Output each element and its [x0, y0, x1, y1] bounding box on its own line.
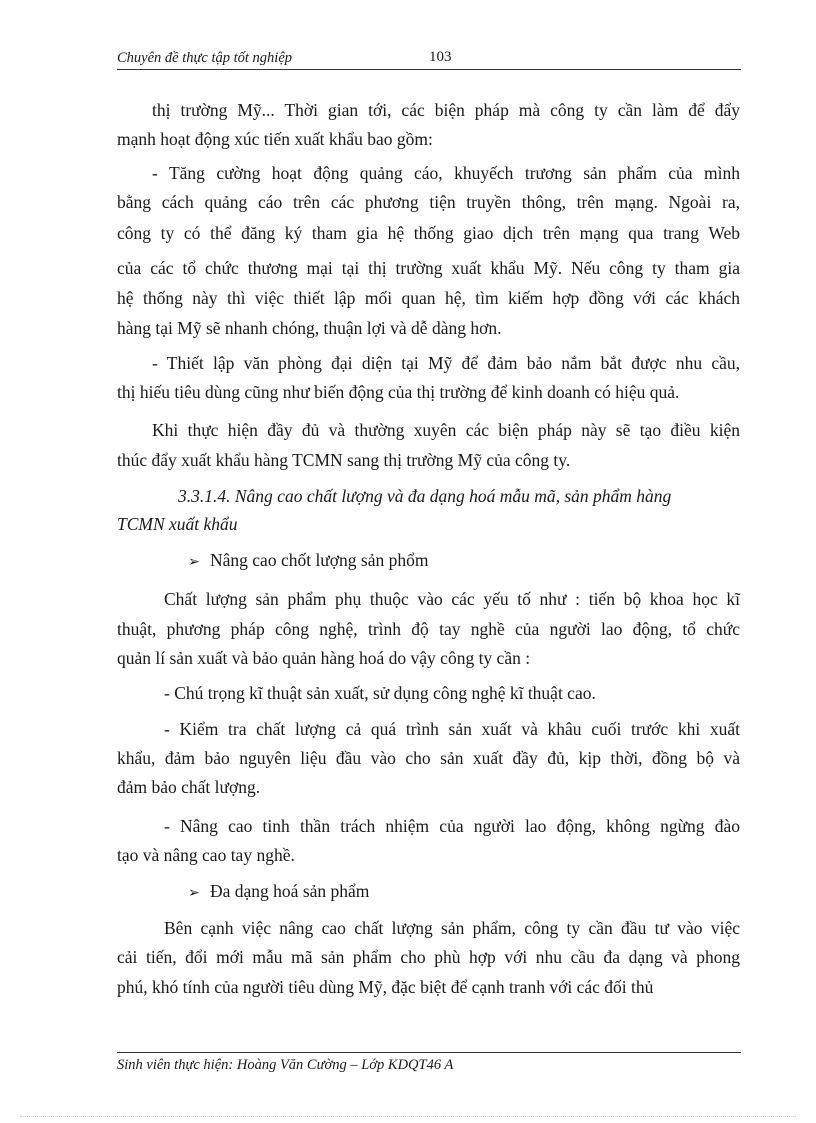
bullet-line: hệ thống này thì việc thiết lập mối quan hệ, tìm kiếm hợp đồng với các khách — [117, 288, 740, 308]
subheading-text: Nâng cao chốt lượng sản phổm — [210, 550, 429, 570]
page-number: 103 — [429, 49, 452, 65]
bullet-line: thị hiếu tiêu dùng cũng như biến động của thị trường để kinh doanh có hiệu quả. — [117, 382, 680, 402]
paragraph-line: Chất lượng sản phẩm phụ thuộc vào các yếu tố như : tiến bộ khoa học kĩ — [164, 589, 740, 609]
subheading — [188, 880, 369, 905]
page-header — [117, 49, 741, 70]
arrowhead-bullet-icon: ➢ — [188, 886, 200, 901]
paragraph-line: thị trường Mỹ... Thời gian tới, các biện pháp mà công ty cần làm để đẩy — [152, 100, 740, 120]
paragraph-line: cải tiến, đổi mới mẫu mã sản phẩm cho phù hợp với nhu cầu đa dạng và phong — [117, 947, 740, 967]
paragraph-line: Bên cạnh việc nâng cao chất lượng sản phẩm, công ty cần đầu tư vào việc — [164, 918, 740, 938]
page-footer: Sinh viên thực hiện: Hoàng Văn Cường – Lớp KDQT46 A — [117, 1057, 454, 1073]
subheading-text: Đa dạng hoá sản phẩm — [210, 881, 370, 901]
header-title: Chuyên đề thực tập tốt nghiệp — [117, 50, 293, 66]
dash-item: - Chú trọng kĩ thuật sản xuất, sử dụng công nghệ kĩ thuật cao. — [164, 683, 596, 703]
bullet-line: của các tổ chức thương mại tại thị trường xuất khẩu Mỹ. Nếu công ty tham gia — [117, 258, 740, 278]
subheading — [188, 549, 429, 574]
dash-item: tạo và nâng cao tay nghề. — [117, 845, 295, 865]
arrowhead-bullet-icon: ➢ — [188, 555, 200, 570]
dash-item: - Kiểm tra chất lượng cả quá trình sản xuất và khâu cuối trước khi xuất — [164, 719, 740, 739]
page-edge-divider — [20, 1116, 796, 1117]
footer-rule — [117, 1052, 741, 1053]
paragraph-line: mạnh hoạt động xúc tiến xuất khẩu bao gồm: — [117, 129, 433, 149]
paragraph-line: thúc đẩy xuất khẩu hàng TCMN sang thị trường Mỹ của công ty. — [117, 450, 571, 470]
paragraph-line: quản lí sản xuất và bảo quản hàng hoá do vậy công ty cần : — [117, 648, 531, 668]
dash-item: - Nâng cao tinh thần trách nhiệm của người lao động, không ngừng đào — [164, 816, 740, 836]
bullet-line: công ty có thể đăng ký tham gia hệ thống giao dịch trên mạng qua trang Web — [117, 223, 740, 243]
dash-item: khẩu, đảm bảo nguyên liệu đầu vào cho sản xuất đầy đủ, kịp thời, đồng bộ và — [117, 748, 740, 768]
paragraph-line: phú, khó tính của người tiêu dùng Mỹ, đặc biệt để cạnh tranh với các đối thủ — [117, 977, 654, 997]
paragraph-line: Khi thực hiện đầy đủ và thường xuyên các biện pháp này sẽ tạo điều kiện — [152, 420, 740, 440]
paragraph-line: thuật, phương pháp công nghệ, trình độ tay nghề của người lao động, tổ chức — [117, 619, 740, 639]
section-heading: 3.3.1.4. Nâng cao chất lượng và đa dạng hoá mẫu mã, sản phẩm hàng — [178, 486, 672, 506]
bullet-line: - Thiết lập văn phòng đại diện tại Mỹ để đảm bảo nắm bắt được nhu cầu, — [152, 353, 740, 373]
section-heading: TCMN xuất khẩu — [117, 514, 238, 534]
bullet-line: hàng tại Mỹ sẽ nhanh chóng, thuận lợi và dễ dàng hơn. — [117, 318, 502, 338]
bullet-line: - Tăng cường hoạt động quảng cáo, khuyếch trương sản phẩm của mình — [152, 163, 740, 183]
dash-item: đảm bảo chất lượng. — [117, 777, 261, 797]
bullet-line: bằng cách quảng cáo trên các phương tiện truyền thông, trên mạng. Ngoài ra, — [117, 192, 740, 212]
